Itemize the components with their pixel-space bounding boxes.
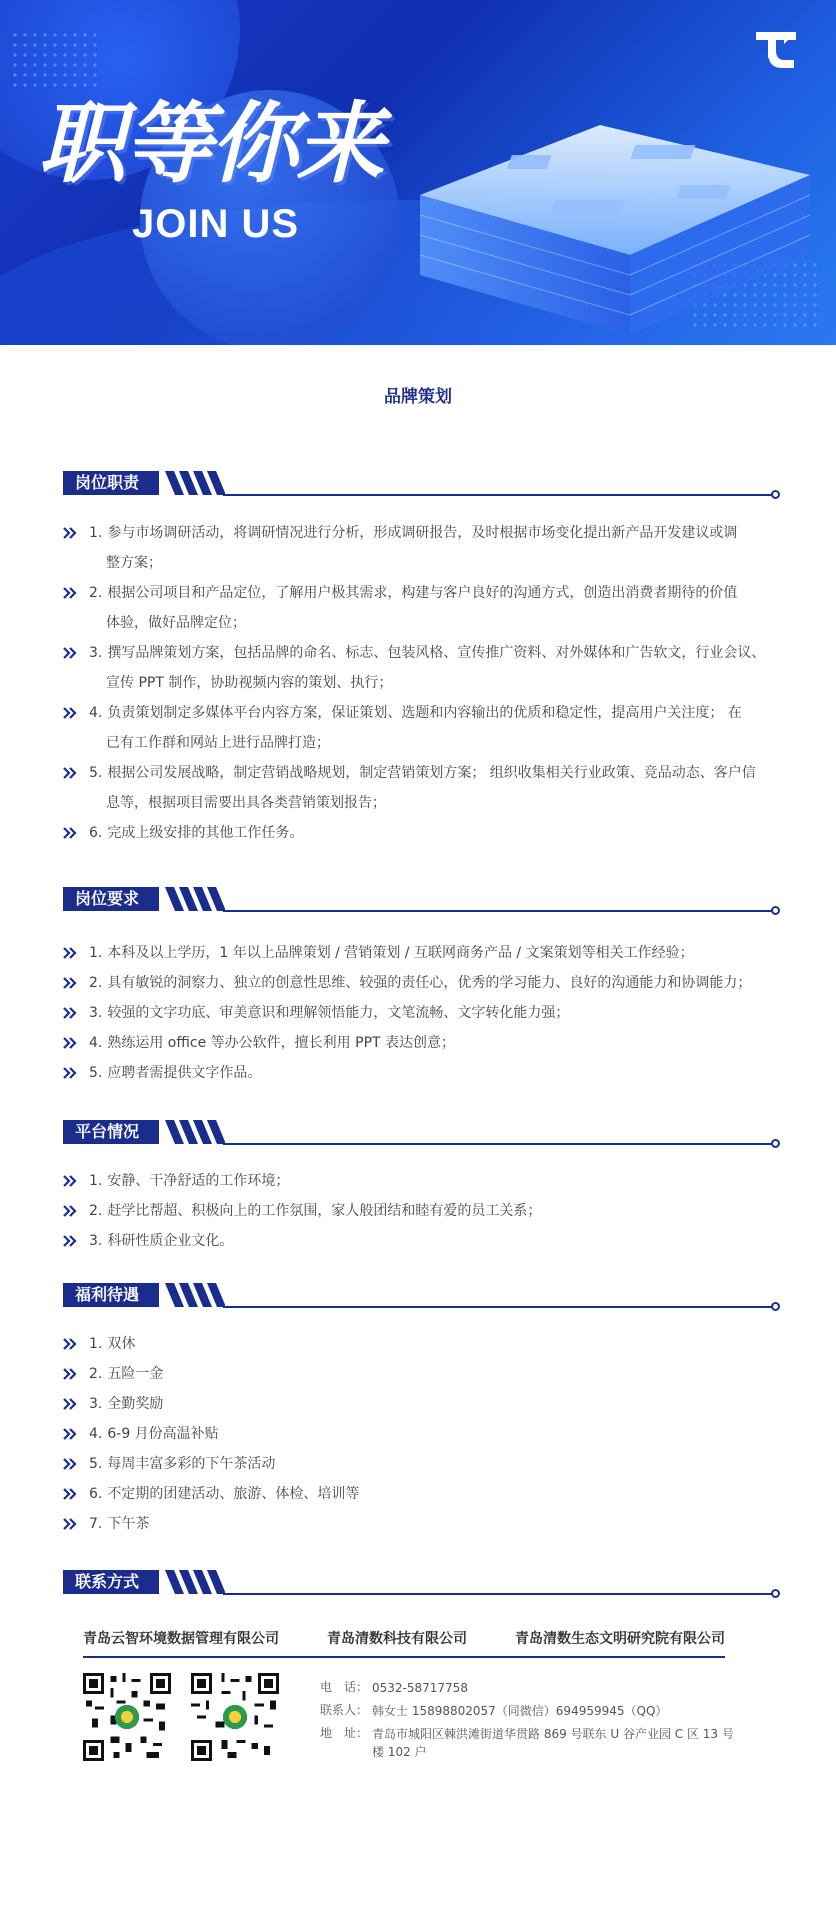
item-text: 安静、干净舒适的工作环境； [107, 1173, 290, 1189]
list-item [63, 1166, 773, 1196]
item-text: 赶学比帮超、积极向上的工作氛围，家人般团结和睦有爱的员工关系； [107, 1203, 542, 1219]
hero-banner [0, 0, 836, 345]
item-number: 2. [89, 585, 103, 601]
rule-end-circle [771, 490, 780, 499]
person-label: 联系人： [320, 1703, 369, 1717]
list-item [63, 1196, 773, 1226]
item-text: 具有敏锐的洞察力、独立的创意性思维、较强的责任心，优秀的学习能力、良好的沟通能力和协调能力； [107, 975, 752, 991]
item-text: 宣传 PPT 制作，协助视频内容的策划、执行； [106, 675, 393, 691]
duties-list [63, 518, 773, 848]
list-item [63, 518, 773, 578]
section-rule [223, 1306, 774, 1308]
chevron-double-right-icon [63, 1509, 79, 1539]
item-text: 下午茶 [107, 1516, 150, 1532]
item-text: 根据公司发展战略，制定营销战略规划，制定营销策划方案； 组织收集相关行业政策、竞品动态、客户信 [107, 765, 756, 781]
list-item [63, 1226, 773, 1256]
chevron-double-right-icon [63, 968, 79, 998]
section-title: 岗位职责 [63, 471, 159, 495]
item-number: 4. [89, 1035, 103, 1051]
item-number: 1. [89, 1173, 103, 1189]
list-item [63, 638, 773, 698]
chevron-double-right-icon [63, 1226, 79, 1256]
item-text: 6-9 月份高温补贴 [107, 1426, 219, 1442]
chevron-double-right-icon [63, 1389, 79, 1419]
rule-end-circle [771, 1302, 780, 1311]
stripe-decoration [165, 471, 225, 495]
item-number: 1. [89, 945, 103, 961]
item-text: 撰写品牌策划方案，包括品牌的命名、标志、包装风格、宣传推广资料、对外媒体和广告软文，行业会议、 [107, 645, 766, 661]
item-text: 根据公司项目和产品定位，了解用户极其需求，构建与客户良好的沟通方式，创造出消费者期待的价值 [107, 585, 738, 601]
item-number: 7. [89, 1516, 103, 1532]
dot-pattern [10, 30, 100, 90]
item-text: 息等，根据项目需要出具各类营销策划报告； [106, 795, 386, 811]
contact-row-address [320, 1722, 740, 1761]
item-text: 负责策划制定多媒体平台内容方案，保证策划、选题和内容输出的优质和稳定性，提高用户关注度； 在 [107, 705, 742, 721]
section-header-requirements [63, 887, 780, 911]
rule-end-circle [771, 1139, 780, 1148]
logo-icon [754, 28, 798, 70]
stripe-decoration [165, 1283, 225, 1307]
stripe-decoration [165, 887, 225, 911]
item-number: 3. [89, 1396, 103, 1412]
chevron-double-right-icon [63, 1419, 79, 1449]
item-number: 5. [89, 765, 103, 781]
item-number: 5. [89, 1456, 103, 1472]
list-item [63, 1389, 773, 1419]
chevron-double-right-icon [63, 1479, 79, 1509]
list-item [63, 998, 773, 1028]
company-name: 青岛清数生态文明研究院有限公司 [515, 1631, 725, 1647]
section-rule [223, 1143, 774, 1145]
section-header-benefits [63, 1283, 780, 1307]
qr-code-icon[interactable] [83, 1673, 171, 1761]
list-item [63, 938, 773, 968]
section-title: 福利待遇 [63, 1283, 159, 1307]
item-text: 较强的文字功底、审美意识和理解领悟能力，文笔流畅、文字转化能力强； [107, 1005, 570, 1021]
section-rule [223, 1593, 774, 1595]
item-text: 应聘者需提供文字作品。 [107, 1065, 262, 1081]
list-item [63, 1028, 773, 1058]
list-item [63, 1449, 773, 1479]
benefits-list [63, 1329, 773, 1539]
item-number: 3. [89, 1233, 103, 1249]
chevron-double-right-icon [63, 518, 79, 548]
item-text: 全勤奖励 [107, 1396, 164, 1412]
list-item [63, 1509, 773, 1539]
item-number: 2. [89, 975, 103, 991]
list-item [63, 578, 773, 638]
item-text: 五险一金 [107, 1366, 164, 1382]
list-item [63, 1479, 773, 1509]
item-text: 参与市场调研活动，将调研情况进行分析，形成调研报告，及时根据市场变化提出新产品开发建议或调 [107, 525, 738, 541]
qr-code-icon[interactable] [191, 1673, 279, 1761]
company-name: 青岛清数科技有限公司 [327, 1631, 467, 1647]
item-text: 完成上级安排的其他工作任务。 [107, 825, 304, 841]
item-number: 1. [89, 1336, 103, 1352]
stripe-decoration [165, 1570, 225, 1594]
chevron-double-right-icon [63, 1028, 79, 1058]
item-number: 3. [89, 645, 103, 661]
item-number: 4. [89, 1426, 103, 1442]
chevron-double-right-icon [63, 1359, 79, 1389]
contact-row-person [320, 1699, 740, 1722]
section-header-duties [63, 471, 780, 495]
company-names [83, 1628, 725, 1658]
item-text: 不定期的团建活动、旅游、体检、培训等 [107, 1486, 360, 1502]
chevron-double-right-icon [63, 938, 79, 968]
chevron-double-right-icon [63, 818, 79, 848]
item-text: 双休 [107, 1336, 136, 1352]
list-item [63, 698, 773, 758]
item-number: 5. [89, 1065, 103, 1081]
item-number: 1. [89, 525, 103, 541]
rule-end-circle [771, 1589, 780, 1598]
isometric-graphic [410, 105, 830, 345]
section-title: 平台情况 [63, 1120, 159, 1144]
contact-info [320, 1676, 740, 1761]
chevron-double-right-icon [63, 1329, 79, 1359]
list-item [63, 1058, 773, 1088]
phone-value[interactable]: 0532-58717758 [372, 1681, 468, 1695]
job-title: 品牌策划 [384, 387, 452, 407]
list-item [63, 1419, 773, 1449]
platform-list [63, 1166, 773, 1256]
chevron-double-right-icon [63, 578, 79, 608]
item-text: 已有工作群和网站上进行品牌打造； [106, 735, 330, 751]
chevron-double-right-icon [63, 1196, 79, 1226]
chevron-double-right-icon [63, 1449, 79, 1479]
banner-headline: 职等你来 [38, 92, 383, 195]
item-text: 科研性质企业文化。 [107, 1233, 234, 1249]
address-value: 青岛市城阳区棘洪滩街道华贯路 869 号联东 U 谷产业园 C 区 13 号楼 102 户 [372, 1727, 734, 1759]
section-header-platform [63, 1120, 780, 1144]
item-number: 6. [89, 825, 103, 841]
item-text: 每周丰富多彩的下午茶活动 [107, 1456, 276, 1472]
banner-subheadline: JOIN US [132, 202, 300, 246]
list-item [63, 968, 773, 998]
person-value: 韩女士 15898802057（同微信）694959945（QQ） [372, 1704, 668, 1718]
contact-row-phone [320, 1676, 740, 1699]
chevron-double-right-icon [63, 1058, 79, 1088]
chevron-double-right-icon [63, 698, 79, 728]
section-rule [223, 910, 774, 912]
chevron-double-right-icon [63, 638, 79, 668]
list-item [63, 1359, 773, 1389]
phone-label: 电 话： [320, 1680, 369, 1694]
item-text: 本科及以上学历，1 年以上品牌策划 / 营销策划 / 互联网商务产品 / 文案策划等相关工作经验； [107, 945, 694, 961]
list-item [63, 1329, 773, 1359]
chevron-double-right-icon [63, 998, 79, 1028]
item-number: 2. [89, 1203, 103, 1219]
item-number: 3. [89, 1005, 103, 1021]
item-text: 整方案； [106, 555, 162, 571]
address-label: 地 址： [320, 1726, 369, 1740]
chevron-double-right-icon [63, 758, 79, 788]
stripe-decoration [165, 1120, 225, 1144]
item-text: 体验，做好品牌定位； [106, 615, 246, 631]
section-rule [223, 494, 774, 496]
list-item [63, 758, 773, 818]
section-title: 岗位要求 [63, 887, 159, 911]
requirements-list [63, 938, 773, 1088]
item-number: 4. [89, 705, 103, 721]
chevron-double-right-icon [63, 1166, 79, 1196]
rule-end-circle [771, 906, 780, 915]
item-number: 6. [89, 1486, 103, 1502]
item-text: 熟练运用 office 等办公软件，擅长利用 PPT 表达创意； [107, 1035, 456, 1051]
section-header-contact [63, 1570, 780, 1594]
list-item [63, 818, 773, 848]
item-number: 2. [89, 1366, 103, 1382]
section-title: 联系方式 [63, 1570, 159, 1594]
company-name: 青岛云智环境数据管理有限公司 [83, 1631, 279, 1647]
